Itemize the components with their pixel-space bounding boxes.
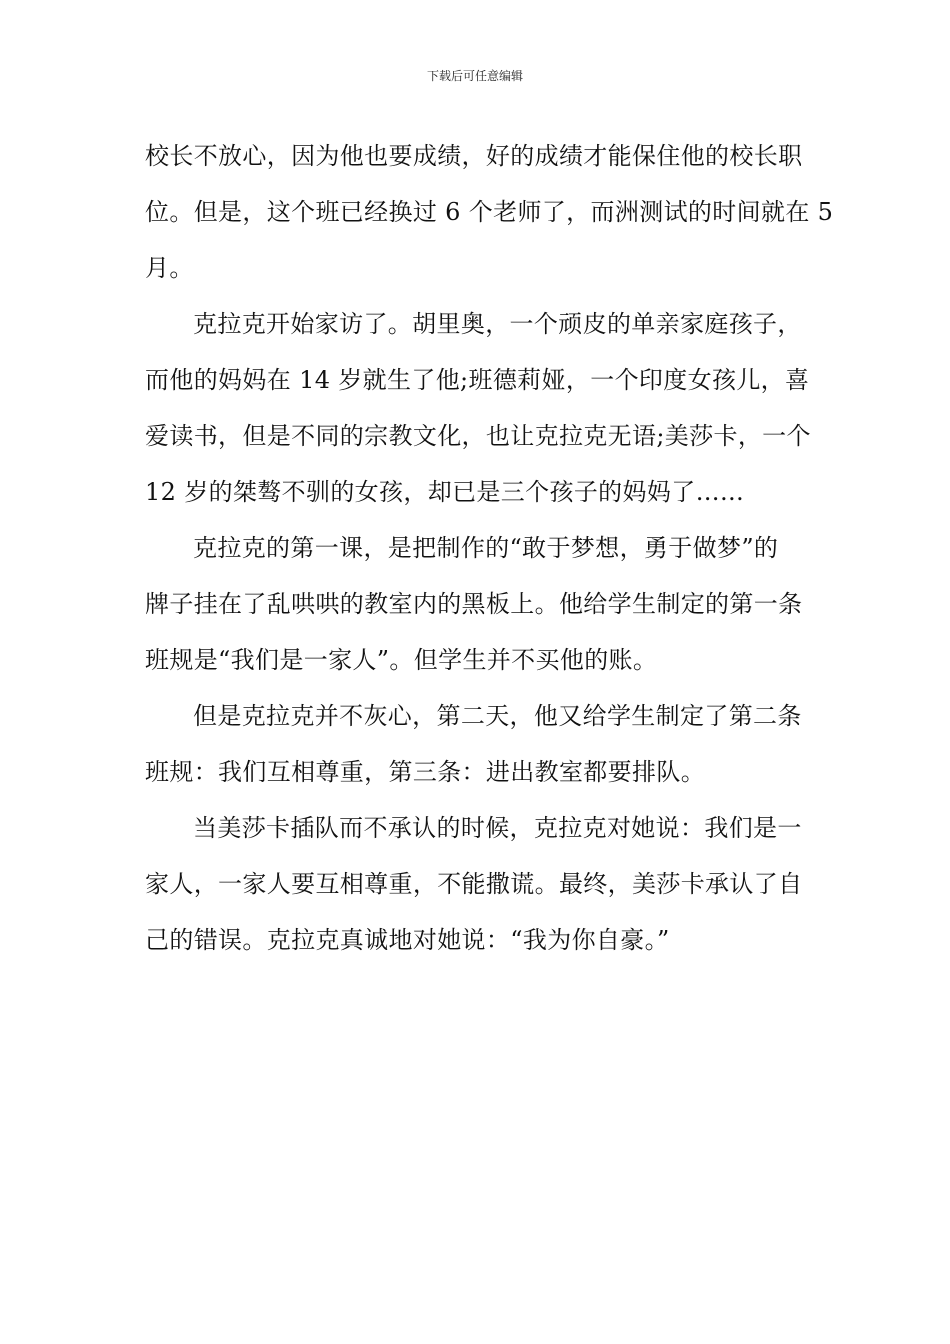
paragraph-5	[145, 800, 809, 968]
paragraph-line: 爱读书，但是不同的宗教文化，也让克拉克无语;美莎卡，一个	[145, 422, 811, 450]
paragraph-line: 克拉克的第一课，是把制作的“敢于梦想，勇于做梦”的	[193, 534, 779, 562]
paragraph-3	[145, 520, 809, 688]
paragraph-line: 校长不放心，因为他也要成绩，好的成绩才能保住他的校长职	[145, 142, 803, 170]
paragraph-line: 12 岁的桀骜不驯的女孩，却已是三个孩子的妈妈了……	[145, 478, 745, 506]
paragraph-line: 班规是“我们是一家人”。但学生并不买他的账。	[145, 646, 658, 674]
paragraph-line: 克拉克开始家访了。胡里奥，一个顽皮的单亲家庭孩子，	[193, 310, 802, 338]
paragraph-2	[145, 296, 809, 520]
paragraph-line: 当美莎卡插队而不承认的时候，克拉克对她说：我们是一	[193, 814, 802, 842]
paragraph-line: 牌子挂在了乱哄哄的教室内的黑板上。他给学生制定的第一条	[145, 590, 803, 618]
paragraph-line: 位。但是，这个班已经换过 6 个老师了，而洲测试的时间就在 5	[145, 198, 834, 226]
page-header: 下载后可任意编辑	[426, 69, 523, 83]
paragraph-1	[145, 128, 834, 296]
paragraph-line: 家人，一家人要互相尊重，不能撒谎。最终，美莎卡承认了自	[145, 870, 803, 898]
document-body	[145, 128, 834, 968]
paragraph-line: 但是克拉克并不灰心，第二天，他又给学生制定了第二条	[193, 702, 802, 730]
paragraph-line: 己的错误。克拉克真诚地对她说：“我为你自豪。”	[145, 926, 670, 954]
paragraph-line: 班规：我们互相尊重，第三条：进出教室都要排队。	[145, 758, 706, 786]
paragraph-line: 而他的妈妈在 14 岁就生了他;班德莉娅，一个印度女孩儿，喜	[145, 366, 810, 394]
paragraph-line: 月。	[145, 254, 194, 282]
paragraph-4	[145, 688, 809, 800]
